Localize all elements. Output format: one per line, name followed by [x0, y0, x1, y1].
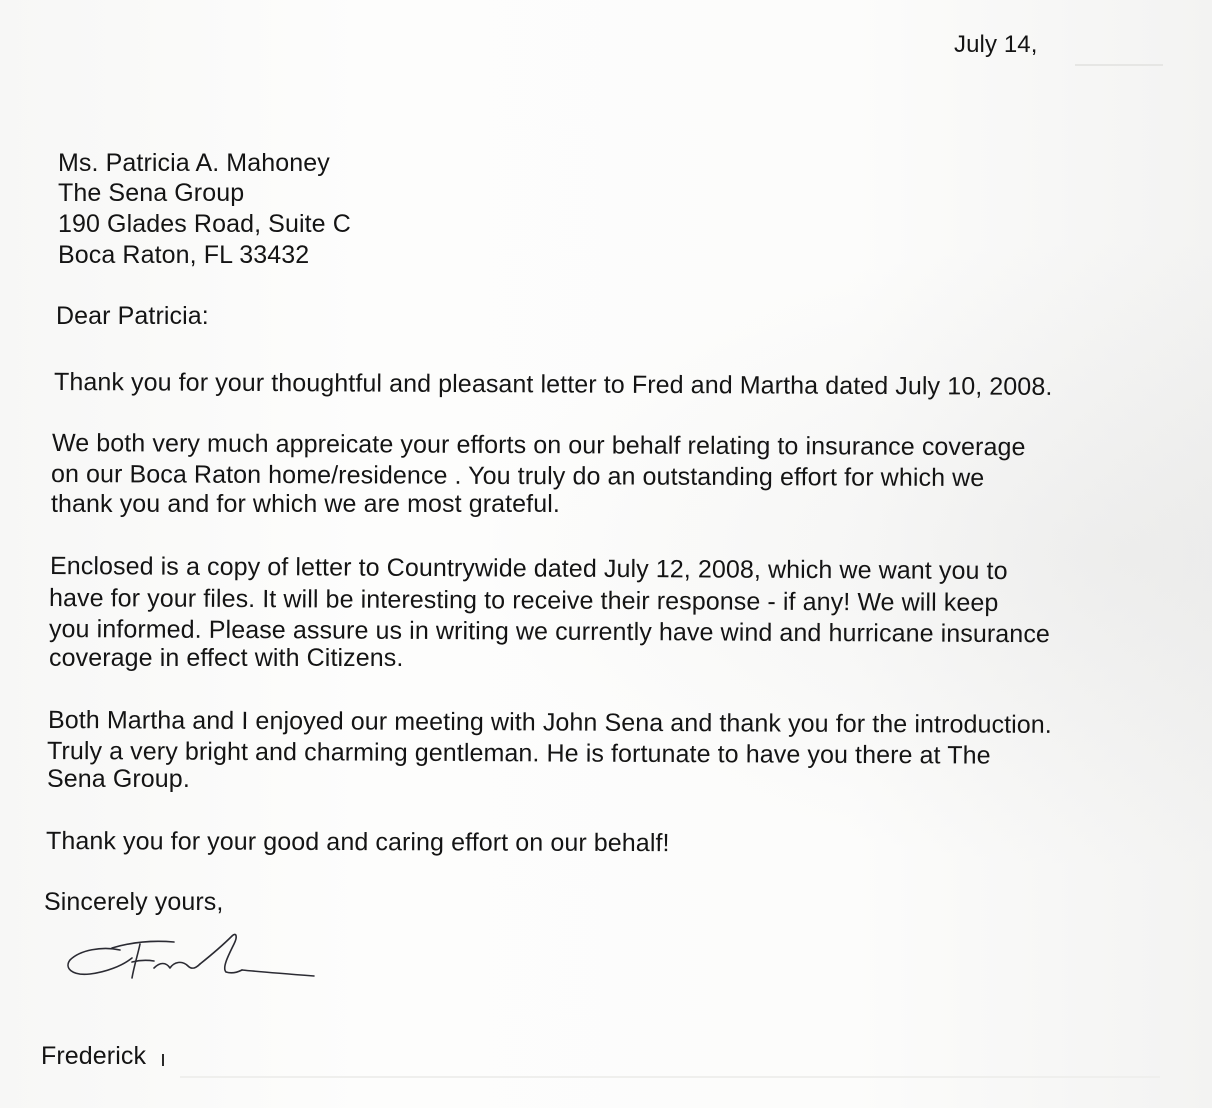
recipient-street: 190 Glades Road, Suite C	[58, 210, 351, 238]
paragraph-3-line: coverage in effect with Citizens.	[49, 644, 404, 672]
paragraph-3-line: have for your files. It will be interesting to receive their response - if any! We will keep	[48, 584, 999, 617]
closing-thanks: Thank you for your good and caring effort on our behalf!	[45, 827, 670, 858]
paragraph-4-line: Truly a very bright and charming gentleman. He is fortunate to have you there at The	[46, 737, 991, 770]
header-rule	[1075, 64, 1163, 66]
signer-name: Frederick	[41, 1042, 147, 1070]
paragraph-4-line: Both Martha and I enjoyed our meeting with John Sena and thank you for the introduction.	[47, 706, 1052, 739]
salutation: Dear Patricia:	[56, 302, 209, 330]
paragraph-3-line: you informed. Please assure us in writing we currently have wind and hurricane insurance	[48, 615, 1051, 649]
handwritten-signature	[62, 928, 322, 988]
paragraph-1-line: Thank you for your thoughtful and pleasant letter to Fred and Martha dated July 10, 2008.	[53, 368, 1053, 401]
closing: Sincerely yours,	[44, 888, 224, 916]
recipient-name: Ms. Patricia A. Mahoney	[58, 149, 330, 177]
paragraph-4-line: Sena Group.	[47, 765, 190, 793]
paragraph-2-line: on our Boca Raton home/residence . You truly do an outstanding effort for which we	[50, 460, 985, 493]
recipient-company: The Sena Group	[58, 179, 245, 207]
letter-date: July 14,	[954, 31, 1038, 58]
paragraph-2-line: We both very much appreicate your efforts on our behalf relating to insurance coverage	[51, 429, 1026, 462]
paragraph-2-line: thank you and for which we are most grateful.	[51, 490, 560, 518]
footer-rule	[180, 1076, 1160, 1078]
recipient-city: Boca Raton, FL 33432	[58, 241, 310, 269]
signer-name-mark	[162, 1054, 164, 1066]
paragraph-3-line: Enclosed is a copy of letter to Countrywide dated July 12, 2008, which we want you to	[49, 552, 1008, 586]
